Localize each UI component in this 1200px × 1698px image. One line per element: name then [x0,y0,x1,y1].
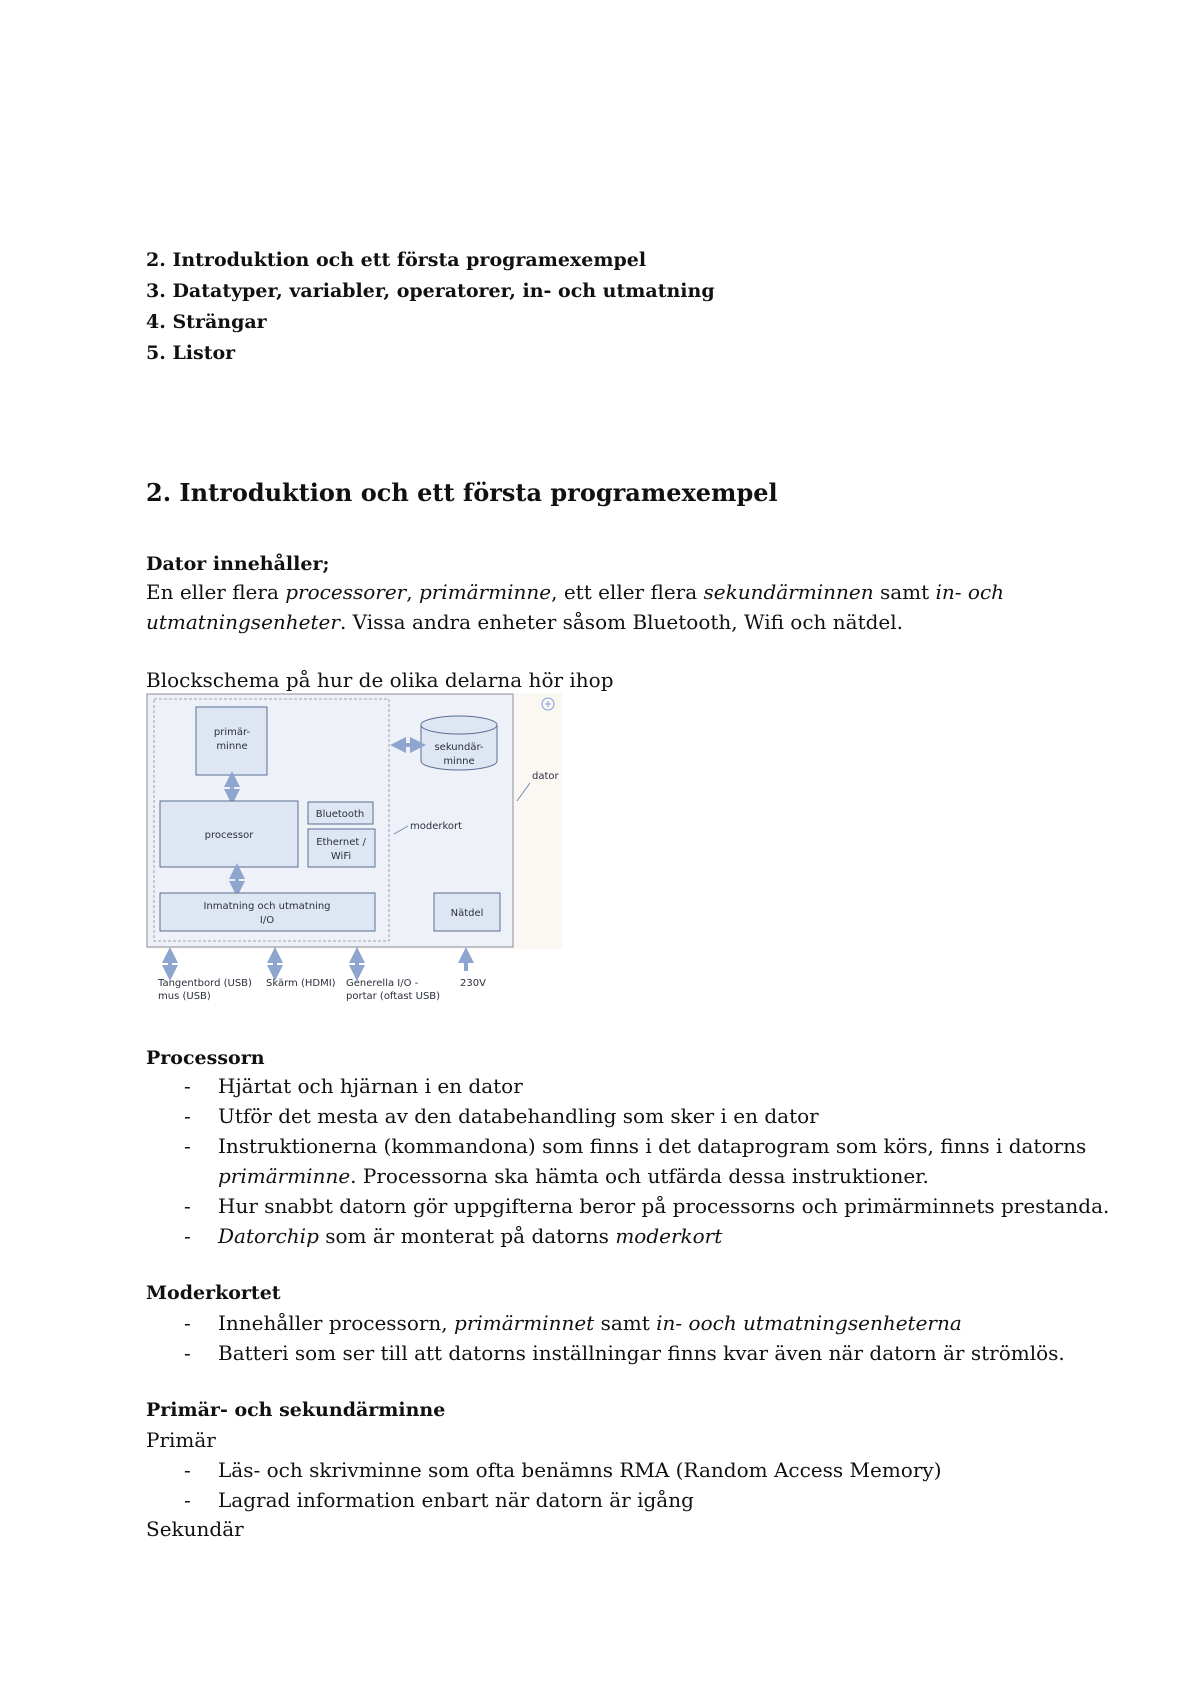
tangentbord-label-2: mus (USB) [158,991,211,1002]
toc-item[interactable]: 4. Strängar [146,311,267,333]
bullet-dash: - [184,1488,191,1512]
list-item: Hur snabbt datorn gör uppgifterna beror på processorns och primärminnets prestanda. [218,1194,1110,1218]
io-label-1: Inmatning och utmatning [203,901,331,912]
dator-line-2: utmatningsenheter. Vissa andra enheter såsom Bluetooth, Wifi och nätdel. [146,610,904,634]
list-item: Läs- och skrivminne som ofta benämns RMA (Random Access Memory) [218,1458,942,1482]
block-diagram [146,693,562,1005]
list-item: Utför det mesta av den databehandling som sker i en dator [218,1104,819,1128]
diagram-caption: Blockschema på hur de olika delarna hör ihop [146,668,614,692]
bullet-dash: - [184,1458,191,1482]
primar-label: Primär [146,1428,216,1452]
generella-label-2: portar (oftast USB) [346,991,441,1002]
natdel-label: Nätdel [450,908,484,919]
generella-label-1: Generella I/O - [346,978,419,989]
minne-title: Primär- och sekundärminne [146,1399,446,1421]
list-item: Lagrad information enbart när datorn är igång [218,1488,694,1512]
ethernet-label-2: WiFi [330,851,352,862]
bullet-dash: - [184,1074,191,1098]
list-item: Innehåller processorn, primärminnet samt in- ooch utmatningsenheterna [218,1311,962,1335]
bullet-dash: - [184,1341,191,1365]
bullet-dash: - [184,1311,191,1335]
tangentbord-label-1: Tangentbord (USB) [158,978,252,989]
sekundar-label: Sekundär [146,1517,244,1541]
dator-line-1: En eller flera processorer, primärminne, ett eller flera sekundärminnen samt in- och [146,580,1005,604]
moderkort-label: moderkort [410,821,463,832]
list-item: Batteri som ser till att datorns inställningar finns kvar även när datorn är strömlös. [218,1341,1065,1365]
bullet-dash: - [184,1224,191,1248]
primarminne-label-2: minne [216,741,248,752]
list-item-continuation: primärminne. Processorna ska hämta och utfärda dessa instruktioner. [218,1164,929,1188]
processor-label: processor [204,830,254,841]
bullet-dash: - [184,1194,191,1218]
toc-item[interactable]: 5. Listor [146,342,236,364]
toc-item[interactable]: 2. Introduktion och ett första programexempel [146,249,647,271]
list-item: Datorchip som är monterat på datorns moderkort [218,1224,723,1248]
dator-title: Dator innehåller; [146,553,330,575]
sekundarminne-label-1: sekundär- [434,742,484,753]
primarminne-label-1: primär- [213,727,251,738]
list-item: Instruktionerna (kommandona) som finns i det dataprogram som körs, finns i datorns [218,1134,1087,1158]
processorn-title: Processorn [146,1047,265,1069]
toc-item[interactable]: 3. Datatyper, variabler, operatorer, in- och utmatning [146,280,715,302]
dator-label: dator [532,771,559,782]
section-heading: 2. Introduktion och ett första programexempel [146,478,778,507]
volt-label: 230V [460,978,486,989]
sekundarminne-label-2: minne [443,756,475,767]
list-item: Hjärtat och hjärnan i en dator [218,1074,523,1098]
bluetooth-label: Bluetooth [315,809,365,820]
moderkortet-title: Moderkortet [146,1282,281,1304]
bullet-dash: - [184,1134,191,1158]
bullet-dash: - [184,1104,191,1128]
ethernet-label-1: Ethernet / [316,837,366,848]
io-label-2: I/O [259,915,275,926]
skarm-label: Skärm (HDMI) [266,978,336,989]
